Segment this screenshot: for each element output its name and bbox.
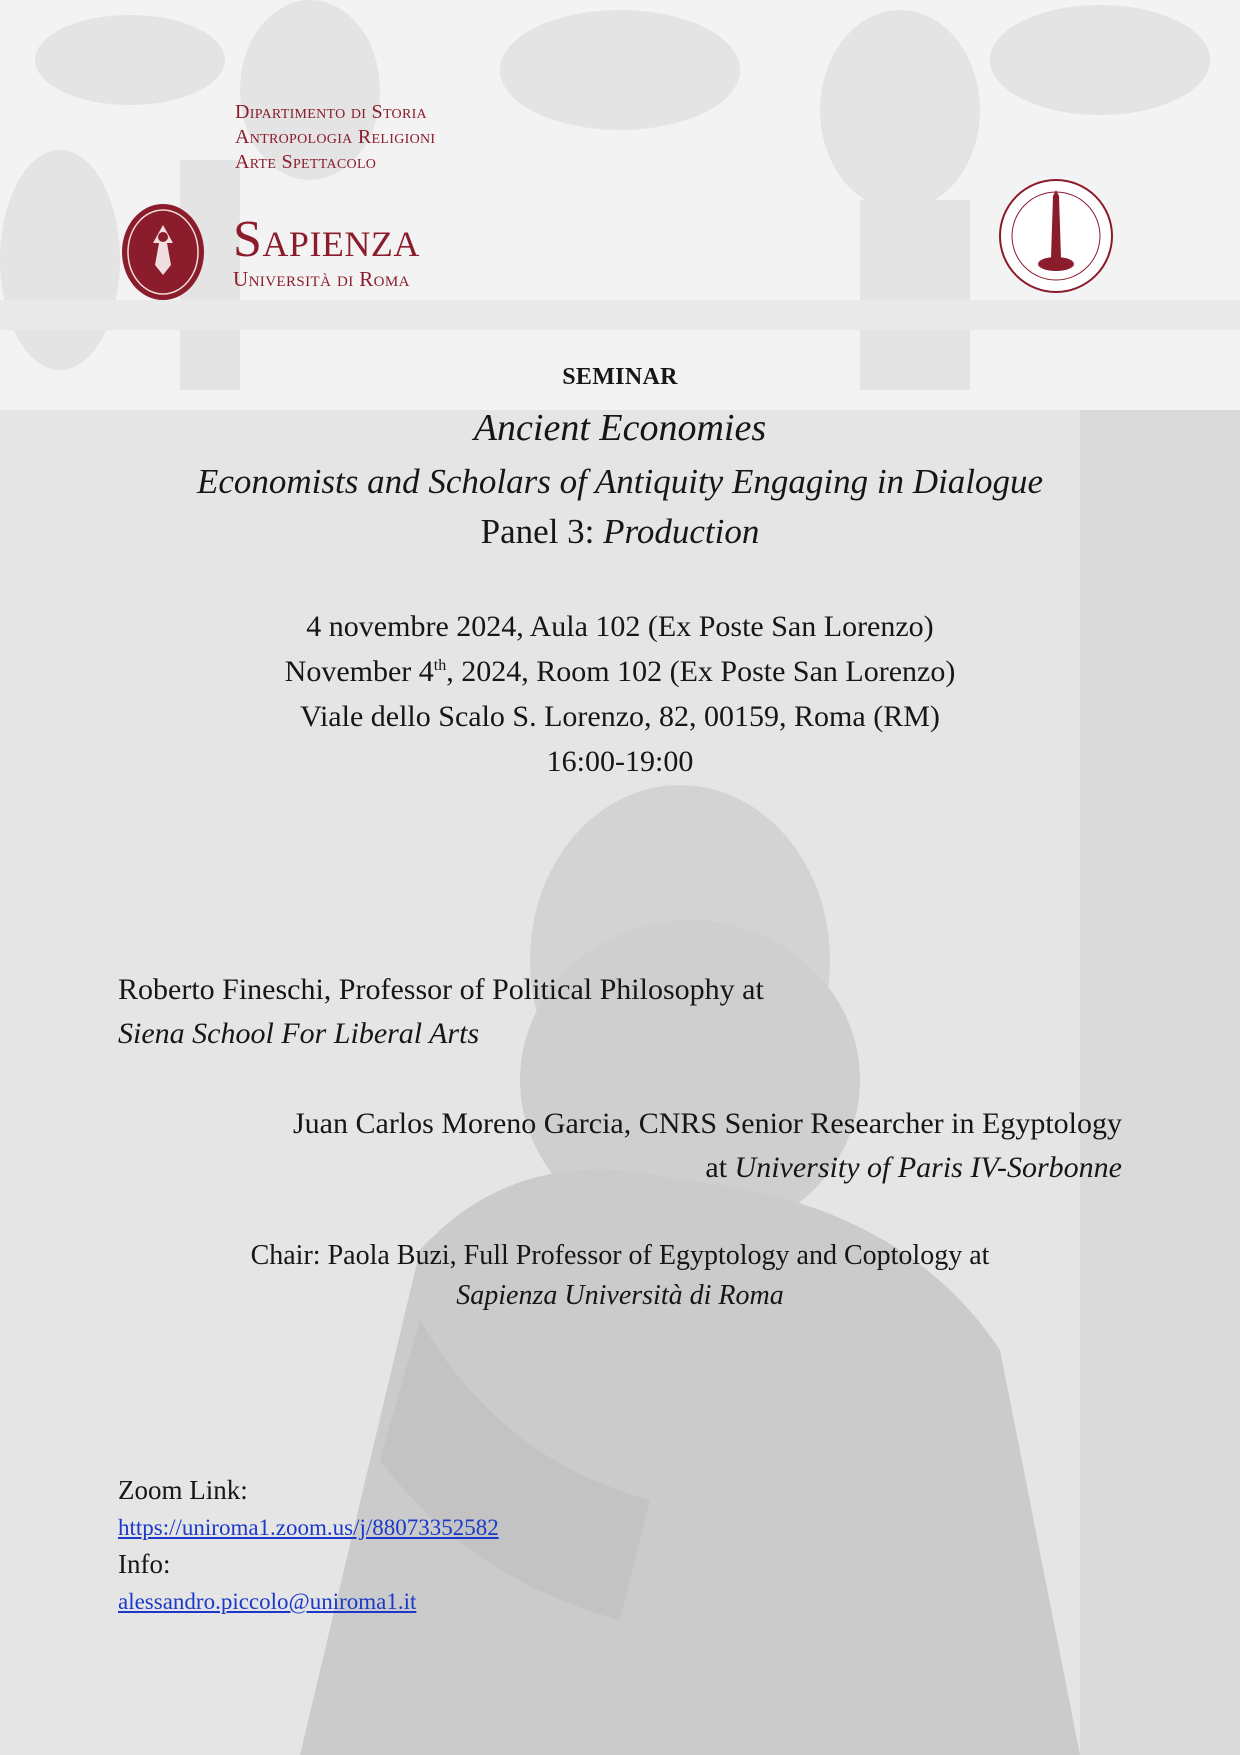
info-label: Info:	[118, 1549, 171, 1579]
speaker-2-at: at	[705, 1151, 728, 1184]
speaker-2-name-role: Juan Carlos Moreno Garcia, CNRS Senior Researcher in Egyptology	[293, 1107, 1122, 1140]
speaker-2-institution: University of Paris IV-Sorbonne	[734, 1151, 1122, 1184]
speaker-1-institution: Siena School For Liberal Arts	[118, 1017, 480, 1050]
logo-name: Sapienza	[233, 211, 420, 268]
date-english-rest: , 2024, Room 102 (Ex Poste San Lorenzo)	[446, 655, 956, 688]
sapienza-seal-logo	[121, 203, 205, 301]
chair	[0, 1236, 1240, 1316]
date-english-day: November 4	[284, 655, 434, 688]
department-line-1: Dipartimento di Storia	[235, 101, 427, 123]
speaker-2	[293, 1102, 1122, 1190]
logo-subtitle: Università di Roma	[233, 267, 410, 291]
sapienza-seal-icon	[121, 203, 205, 301]
sapienza-wordmark	[233, 211, 420, 291]
department-name	[235, 100, 435, 175]
chair-text: Chair: Paola Buzi, Full Professor of Egyptology and Coptology at	[250, 1240, 990, 1271]
speaker-1-name-role: Roberto Fineschi, Professor of Political Philosophy at	[118, 973, 764, 1006]
chair-institution: Sapienza Università di Roma	[456, 1280, 784, 1311]
panel-heading	[0, 512, 1240, 552]
event-time: 16:00-19:00	[546, 745, 694, 778]
zoom-link[interactable]: https://uniroma1.zoom.us/j/88073352582	[118, 1515, 499, 1540]
panel-topic: Production	[603, 512, 760, 551]
speaker-2-affiliation	[293, 1146, 1122, 1190]
speaker-1	[118, 968, 764, 1056]
egyptology-centre-seal	[998, 178, 1114, 294]
zoom-label: Zoom Link:	[118, 1475, 248, 1505]
event-details	[0, 604, 1240, 784]
contact-info	[118, 1472, 499, 1620]
info-email-link[interactable]: alessandro.piccolo@uniroma1.it	[118, 1589, 417, 1614]
department-line-3: Arte Spettacolo	[235, 151, 377, 173]
date-english-suffix: th	[433, 657, 447, 674]
event-address: Viale dello Scalo S. Lorenzo, 82, 00159, Roma (RM)	[300, 700, 940, 733]
seminar-subtitle: Economists and Scholars of Antiquity Engaging in Dialogue	[196, 462, 1044, 501]
department-line-2: Antropologia Religioni	[235, 126, 436, 148]
obelisk-seal-icon	[998, 178, 1114, 294]
date-english	[0, 649, 1240, 694]
date-italian: 4 novembre 2024, Aula 102 (Ex Poste San Lorenzo)	[306, 610, 934, 643]
seminar-title: Ancient Economies	[473, 407, 767, 449]
seminar-label: SEMINAR	[562, 364, 678, 390]
panel-number: Panel 3:	[480, 512, 595, 551]
